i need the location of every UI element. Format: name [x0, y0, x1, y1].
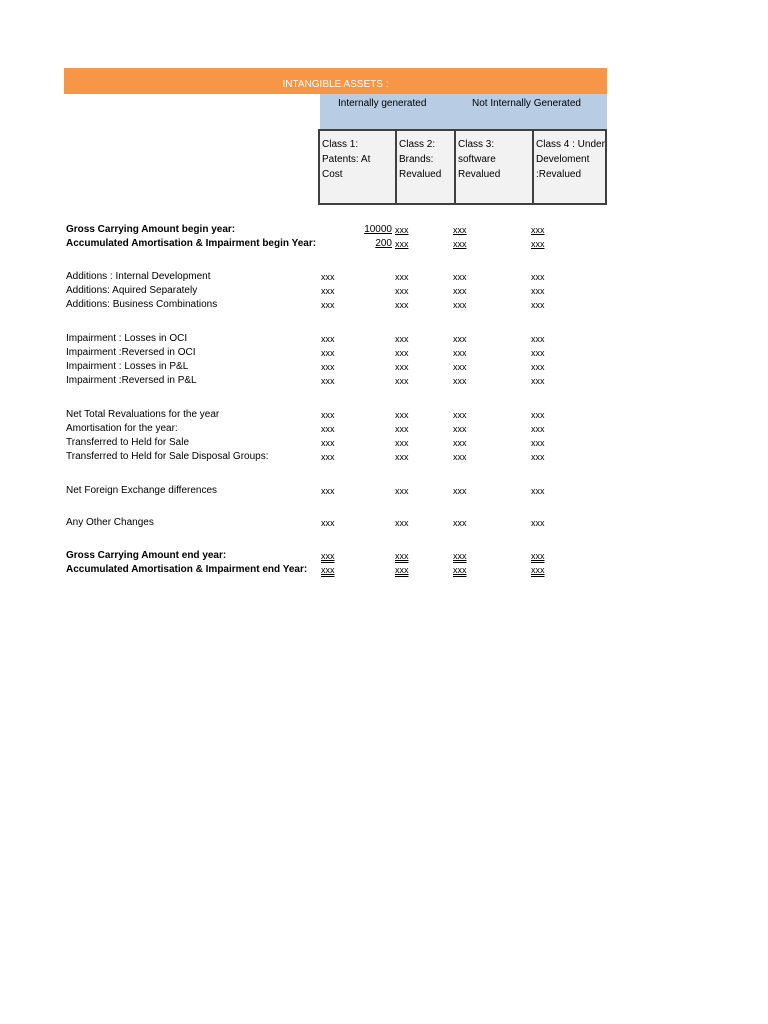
cell-class-3: xxx: [453, 239, 467, 249]
cell-class-1: xxx: [321, 334, 335, 344]
class-1-header: [320, 131, 395, 203]
cell-class-4: xxx: [531, 438, 545, 448]
cell-class-2: xxx: [395, 452, 409, 462]
cell-class-1: xxx: [321, 286, 335, 296]
row-label: Any Other Changes: [66, 517, 154, 528]
cell-class-3: xxx: [453, 225, 467, 235]
group-header-row: [320, 94, 607, 130]
cell-class-4: xxx: [531, 565, 545, 575]
cell-class-2: xxx: [395, 486, 409, 496]
cell-class-2: xxx: [395, 551, 409, 561]
cell-class-2: xxx: [395, 438, 409, 448]
table-title: INTANGIBLE ASSETS :: [64, 68, 607, 94]
row-label: Additions: Business Combinations: [66, 299, 218, 310]
cell-class-1: xxx: [321, 551, 335, 561]
cell-class-3: xxx: [453, 362, 467, 372]
class-3-line-1: Class 3:: [458, 139, 495, 150]
cell-class-4: xxx: [531, 362, 545, 372]
cell-class-1: xxx: [321, 300, 335, 310]
cell-class-1: xxx: [321, 565, 335, 575]
cell-class-4: xxx: [531, 410, 545, 420]
cell-class-1: xxx: [321, 362, 335, 372]
row-label: Impairment : Losses in OCI: [66, 333, 188, 344]
cell-class-3: xxx: [453, 452, 467, 462]
class-1-line-3: Cost: [322, 169, 343, 180]
cell-class-3: xxx: [453, 348, 467, 358]
class-4-line-3: :Revalued: [536, 169, 582, 180]
cell-class-1: xxx: [321, 518, 335, 528]
row-label: Gross Carrying Amount end year:: [66, 550, 227, 561]
cell-class-3: xxx: [453, 518, 467, 528]
cell-class-1: 200: [375, 238, 392, 249]
cell-class-3: xxx: [453, 334, 467, 344]
cell-class-3: xxx: [453, 376, 467, 386]
cell-class-2: xxx: [395, 300, 409, 310]
cell-class-4: xxx: [531, 424, 545, 434]
class-4-header: [532, 131, 605, 203]
class-2-line-1: Class 2:: [399, 139, 436, 150]
cell-class-2: xxx: [395, 376, 409, 386]
cell-class-1: xxx: [321, 424, 335, 434]
cell-class-4: xxx: [531, 225, 545, 235]
cell-class-4: xxx: [531, 272, 545, 282]
row-label: Transferred to Held for Sale Disposal Groups:: [66, 451, 269, 462]
class-2-line-3: Revalued: [399, 169, 442, 180]
cell-class-4: xxx: [531, 348, 545, 358]
cell-class-3: xxx: [453, 300, 467, 310]
cell-class-3: xxx: [453, 438, 467, 448]
cell-class-2: xxx: [395, 424, 409, 434]
cell-class-3: xxx: [453, 565, 467, 575]
cell-class-4: xxx: [531, 300, 545, 310]
row-label: Gross Carrying Amount begin year:: [66, 224, 236, 235]
cell-class-4: xxx: [531, 334, 545, 344]
class-3-line-2: software: [458, 154, 496, 165]
cell-class-1: xxx: [321, 438, 335, 448]
cell-class-1: xxx: [321, 452, 335, 462]
cell-class-4: xxx: [531, 239, 545, 249]
cell-class-2: xxx: [395, 334, 409, 344]
class-1-line-1: Class 1:: [322, 139, 359, 150]
cell-class-1: xxx: [321, 272, 335, 282]
cell-class-2: xxx: [395, 239, 409, 249]
class-1-line-2: Patents: At: [322, 154, 371, 165]
class-header-row: [318, 129, 607, 205]
cell-class-1: xxx: [321, 348, 335, 358]
cell-class-1: 10000: [364, 224, 392, 235]
cell-class-4: xxx: [531, 486, 545, 496]
class-4-line-2: Develoment: [536, 154, 590, 165]
cell-class-4: xxx: [531, 376, 545, 386]
cell-class-3: xxx: [453, 486, 467, 496]
cell-class-3: xxx: [453, 272, 467, 282]
class-4-line-1: Class 4 : Under: [536, 139, 605, 150]
row-label: Accumulated Amortisation & Impairment end Year:: [66, 564, 308, 575]
row-label: Additions: Aquired Separately: [66, 285, 198, 296]
cell-class-3: xxx: [453, 424, 467, 434]
cell-class-2: xxx: [395, 348, 409, 358]
group-not-internally-generated: Not Internally Generated: [472, 98, 581, 109]
cell-class-2: xxx: [395, 272, 409, 282]
class-3-header: [454, 131, 532, 203]
cell-class-1: xxx: [321, 410, 335, 420]
row-label: Accumulated Amortisation & Impairment begin Year:: [66, 238, 317, 249]
cell-class-2: xxx: [395, 410, 409, 420]
row-label: Impairment :Reversed in P&L: [66, 375, 197, 386]
class-2-line-2: Brands:: [399, 154, 434, 165]
row-label: Additions : Internal Development: [66, 271, 211, 282]
cell-class-2: xxx: [395, 225, 409, 235]
cell-class-4: xxx: [531, 452, 545, 462]
cell-class-4: xxx: [531, 551, 545, 561]
cell-class-3: xxx: [453, 551, 467, 561]
cell-class-3: xxx: [453, 410, 467, 420]
row-label: Net Foreign Exchange differences: [66, 485, 218, 496]
row-label: Net Total Revaluations for the year: [66, 409, 220, 420]
cell-class-2: xxx: [395, 362, 409, 372]
cell-class-1: xxx: [321, 486, 335, 496]
class-2-header: [395, 131, 454, 203]
cell-class-2: xxx: [395, 518, 409, 528]
row-label: Amortisation for the year:: [66, 423, 178, 434]
row-label: Transferred to Held for Sale: [66, 437, 190, 448]
group-internally-generated: Internally generated: [338, 98, 427, 109]
cell-class-2: xxx: [395, 286, 409, 296]
row-label: Impairment :Reversed in OCI: [66, 347, 196, 358]
cell-class-4: xxx: [531, 286, 545, 296]
cell-class-3: xxx: [453, 286, 467, 296]
cell-class-2: xxx: [395, 565, 409, 575]
row-label: Impairment : Losses in P&L: [66, 361, 189, 372]
class-3-line-3: Revalued: [458, 169, 501, 180]
cell-class-4: xxx: [531, 518, 545, 528]
cell-class-1: xxx: [321, 376, 335, 386]
